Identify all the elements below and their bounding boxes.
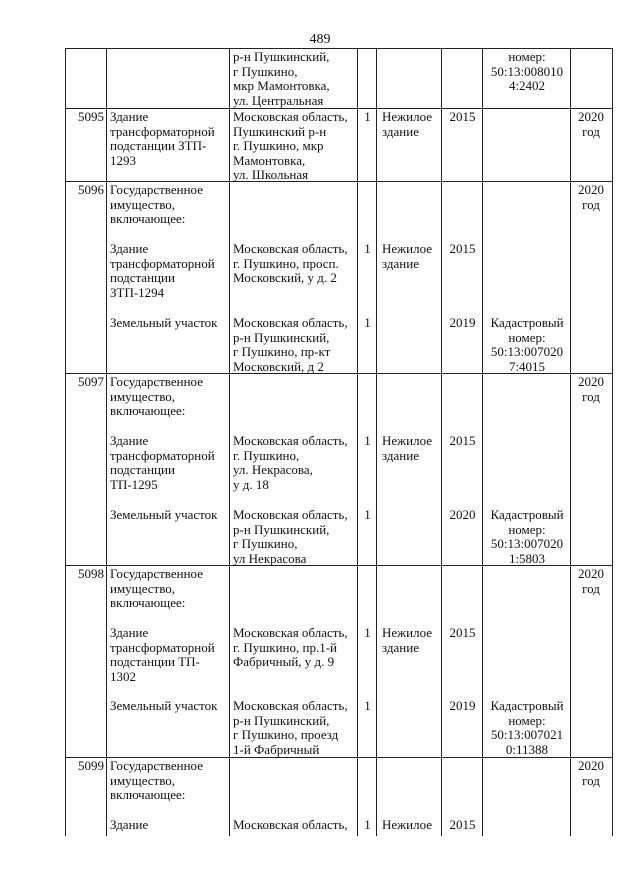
- land-quantity: 1: [364, 698, 371, 713]
- building-year: 2015: [449, 625, 476, 640]
- entry-term: 2020 год: [578, 758, 604, 788]
- land-address: Московская область, р-н Пушкинский, г Пушкино, ул Некрасова: [233, 507, 348, 566]
- entry-number: 5095: [78, 109, 104, 124]
- building-name: Здание: [110, 817, 149, 832]
- continuation-address: р-н Пушкинский, г Пушкино, мкр Мамонтовка, ул. Центральная: [233, 49, 330, 108]
- building-name: Здание трансформаторной подстанции ТП- 1302: [110, 625, 215, 684]
- building-address: Московская область, г. Пушкино, ул. Некрасова, у д. 18: [233, 433, 348, 492]
- entry-term: 2020 год: [578, 374, 604, 404]
- entry-term: 2020 год: [578, 109, 604, 139]
- entry-year: 2015: [449, 109, 476, 124]
- land-name: Земельный участок: [110, 507, 218, 522]
- entry-header: Государственное имущество, включающее:: [110, 566, 203, 610]
- entry-name: Здание трансформаторной подстанции ЗТП- 1293: [110, 109, 215, 168]
- entry-header: Государственное имущество, включающее:: [110, 374, 203, 418]
- building-year: 2015: [449, 241, 476, 256]
- building-quantity: 1: [364, 241, 371, 256]
- entry-term: 2020 год: [578, 566, 604, 596]
- entry-header: Государственное имущество, включающее:: [110, 182, 203, 226]
- building-type: Нежилое здание: [382, 433, 433, 463]
- building-type: Нежилое: [382, 817, 433, 832]
- land-year: 2019: [449, 315, 476, 330]
- page-number: 489: [309, 32, 331, 47]
- building-year: 2015: [449, 433, 476, 448]
- entry-term: 2020 год: [578, 182, 604, 212]
- land-year: 2020: [449, 507, 476, 522]
- entry-header: Государственное имущество, включающее:: [110, 758, 203, 802]
- building-address: Московская область,: [233, 817, 348, 832]
- land-cadastral-number: Кадастровый номер: 50:13:007020 1:5803: [490, 507, 564, 566]
- building-type: Нежилое здание: [382, 625, 433, 655]
- building-type: Нежилое здание: [382, 241, 433, 271]
- land-cadastral-number: Кадастровый номер: 50:13:007021 0:11388: [490, 698, 564, 757]
- building-name: Здание трансформаторной подстанции ТП-1295: [110, 433, 215, 492]
- entry-quantity: 1: [364, 109, 371, 124]
- building-quantity: 1: [364, 625, 371, 640]
- building-address: Московская область, г. Пушкино, пр.1-й Фабричный, у д. 9: [233, 625, 348, 669]
- entry-address: Московская область, Пушкинский р-н г. Пушкино, мкр Мамонтовка, ул. Школьная: [233, 109, 348, 182]
- entry-number: 5099: [78, 758, 104, 773]
- building-name: Здание трансформаторной подстанции ЗТП-1294: [110, 241, 215, 300]
- building-address: Московская область, г. Пушкино, просп. Московский, у д. 2: [233, 241, 348, 285]
- land-address: Московская область, р-н Пушкинский, г Пушкино, проезд 1-й Фабричный: [233, 698, 348, 757]
- building-quantity: 1: [364, 433, 371, 448]
- land-year: 2019: [449, 698, 476, 713]
- building-quantity: 1: [364, 817, 371, 832]
- entry-number: 5097: [78, 374, 104, 389]
- land-cadastral-number: Кадастровый номер: 50:13:007020 7:4015: [490, 315, 564, 374]
- land-address: Московская область, р-н Пушкинский, г Пушкино, пр-кт Московский, д 2: [233, 315, 348, 374]
- entry-number: 5096: [78, 182, 104, 197]
- land-name: Земельный участок: [110, 315, 218, 330]
- land-quantity: 1: [364, 315, 371, 330]
- land-name: Земельный участок: [110, 698, 218, 713]
- building-year: 2015: [449, 817, 476, 832]
- entry-type: Нежилое здание: [382, 109, 433, 139]
- entry-number: 5098: [78, 566, 104, 581]
- land-quantity: 1: [364, 507, 371, 522]
- continuation-cadastral-number: номер: 50:13:008010 4:2402: [490, 49, 564, 93]
